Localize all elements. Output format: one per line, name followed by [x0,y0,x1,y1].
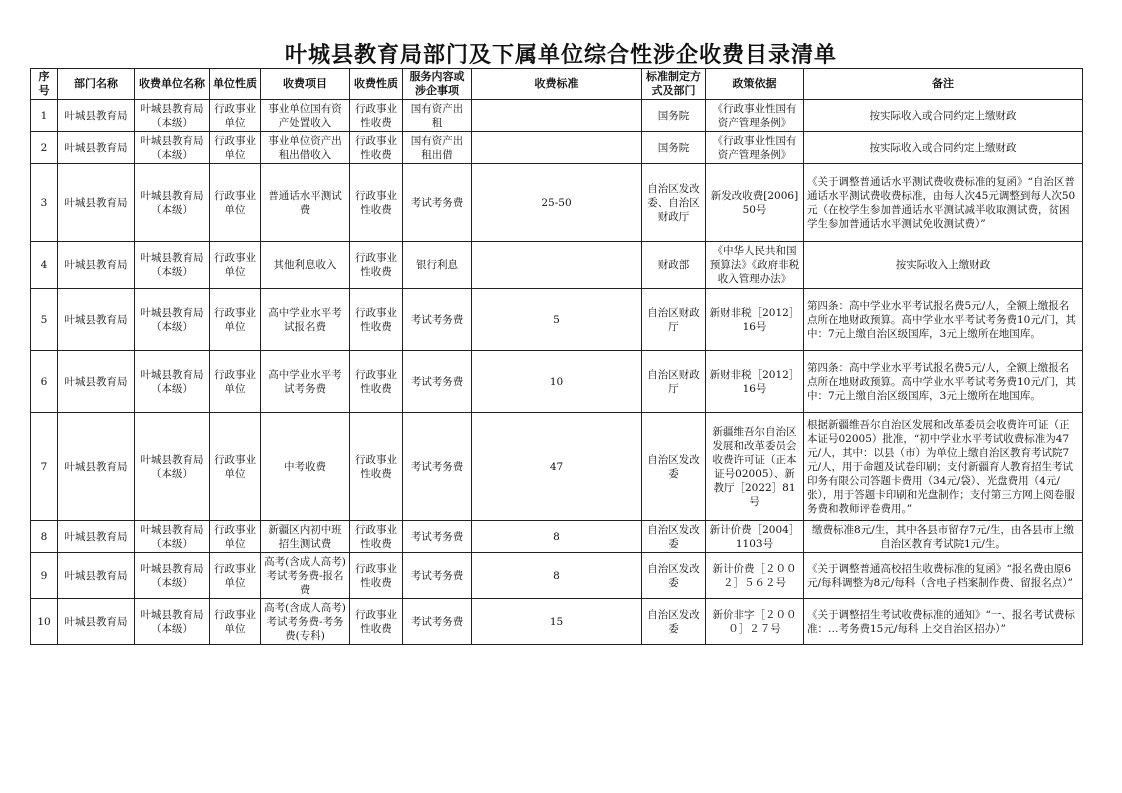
cell-fee-nature: 行政事业性收费 [350,351,403,413]
cell-seq: 5 [31,289,58,351]
cell-unit-type: 行政事业单位 [210,100,261,132]
cell-unit-type: 行政事业单位 [210,521,261,553]
cell-seq: 2 [31,132,58,164]
cell-fee-item: 普通话水平测试费 [261,164,350,242]
cell-policy: 《中华人民共和国预算法》《政府非税收入管理办法》 [706,242,804,289]
table-row [31,242,1083,289]
cell-unit-type: 行政事业单位 [210,242,261,289]
cell-policy: 新发改收费[2006]50号 [706,164,804,242]
cell-service: 国有资产出租 [403,100,472,132]
cell-fee-item: 中考收费 [261,413,350,521]
cell-unit: 叶城县教育局（本级） [135,132,210,164]
cell-service: 考试考务费 [403,553,472,599]
cell-fee-item: 事业单位国有资产处置收入 [261,100,350,132]
cell-remark: 缴费标准8元/生，其中各县市留存7元/生，由各县市上缴自治区教育考试院1元/生。 [804,521,1083,553]
cell-fee-nature: 行政事业性收费 [350,521,403,553]
cell-authority: 自治区发改委 [642,553,706,599]
cell-department: 叶城县教育局 [58,132,135,164]
cell-fee-item: 高考(含成人高考)考试考务费-报名费 [261,553,350,599]
cell-fee-nature: 行政事业性收费 [350,599,403,645]
cell-unit-type: 行政事业单位 [210,132,261,164]
cell-unit-type: 行政事业单位 [210,553,261,599]
cell-department: 叶城县教育局 [58,289,135,351]
table-row [31,521,1083,553]
cell-unit: 叶城县教育局（本级） [135,164,210,242]
column-header: 政策依据 [706,69,804,100]
cell-unit-type: 行政事业单位 [210,289,261,351]
cell-remark: 《关于调整普通话水平测试费收费标准的复函》“自治区普通话水平测试费收费标准，由每人次45元调整到每人次50元（在校学生参加普通话水平测试减半收取测试费，贫困学生参加普通话水平测试免收测试费）” [804,164,1083,242]
cell-seq: 7 [31,413,58,521]
cell-service: 银行利息 [403,242,472,289]
cell-department: 叶城县教育局 [58,351,135,413]
cell-standard: 25-50 [472,164,642,242]
cell-standard: 5 [472,289,642,351]
cell-fee-item: 新疆区内初中班招生测试费 [261,521,350,553]
cell-fee-nature: 行政事业性收费 [350,413,403,521]
cell-seq: 6 [31,351,58,413]
cell-remark: 按实际收入上缴财政 [804,242,1083,289]
cell-policy: 新计价费［2004］1103号 [706,521,804,553]
cell-remark: 第四条：高中学业水平考试报名费5元/人，全额上缴报名点所在地财政预算。高中学业水平考试考务费10元/门，其中：7元上缴自治区级国库，3元上缴所在地国库。 [804,289,1083,351]
cell-remark: 《关于调整招生考试收费标准的通知》“一、报名考试费标准：…考务费15元/每科 上交自治区招办）” [804,599,1083,645]
cell-authority: 自治区发改委 [642,413,706,521]
cell-seq: 8 [31,521,58,553]
cell-authority: 财政部 [642,242,706,289]
cell-policy: 新计价费［２００２］５６２号 [706,553,804,599]
cell-authority: 自治区发改委 [642,521,706,553]
cell-fee-nature: 行政事业性收费 [350,164,403,242]
table-row [31,351,1083,413]
column-header: 收费标准 [472,69,642,100]
cell-authority: 国务院 [642,100,706,132]
column-header: 标准制定方式及部门 [642,69,706,100]
cell-seq: 10 [31,599,58,645]
cell-seq: 9 [31,553,58,599]
cell-service: 考试考务费 [403,521,472,553]
column-header: 单位性质 [210,69,261,100]
table-row [31,100,1083,132]
cell-fee-item: 高中学业水平考试考务费 [261,351,350,413]
cell-standard [472,132,642,164]
cell-policy: 《行政事业性国有资产管理条例》 [706,100,804,132]
cell-unit-type: 行政事业单位 [210,413,261,521]
cell-unit-type: 行政事业单位 [210,599,261,645]
cell-seq: 1 [31,100,58,132]
cell-fee-nature: 行政事业性收费 [350,132,403,164]
cell-department: 叶城县教育局 [58,599,135,645]
cell-service: 考试考务费 [403,164,472,242]
cell-authority: 自治区发改委 [642,599,706,645]
cell-service: 考试考务费 [403,599,472,645]
cell-standard: 10 [472,351,642,413]
cell-unit-type: 行政事业单位 [210,351,261,413]
cell-department: 叶城县教育局 [58,521,135,553]
cell-department: 叶城县教育局 [58,164,135,242]
cell-service: 考试考务费 [403,289,472,351]
cell-remark: 第四条：高中学业水平考试报名费5元/人，全额上缴报名点所在地财政预算。高中学业水平考试考务费10元/门，其中：7元上缴自治区级国库，3元上缴所在地国库。 [804,351,1083,413]
table-row [31,164,1083,242]
cell-authority: 自治区发改委、自治区财政厅 [642,164,706,242]
cell-fee-nature: 行政事业性收费 [350,553,403,599]
cell-fee-item: 高中学业水平考试报名费 [261,289,350,351]
cell-unit: 叶城县教育局（本级） [135,289,210,351]
cell-service: 考试考务费 [403,413,472,521]
cell-fee-nature: 行政事业性收费 [350,242,403,289]
cell-unit-type: 行政事业单位 [210,164,261,242]
column-header: 备注 [804,69,1083,100]
cell-department: 叶城县教育局 [58,413,135,521]
table-row [31,289,1083,351]
cell-unit: 叶城县教育局（本级） [135,242,210,289]
table-row [31,413,1083,521]
cell-policy: 新财非税［2012］16号 [706,289,804,351]
cell-unit: 叶城县教育局（本级） [135,521,210,553]
cell-standard: 8 [472,553,642,599]
cell-fee-item: 高考(含成人高考)考试考务费-考务费(专科) [261,599,350,645]
cell-standard [472,100,642,132]
cell-unit: 叶城县教育局（本级） [135,413,210,521]
fee-catalog-table [30,68,1083,645]
table-row [31,553,1083,599]
cell-remark: 按实际收入或合同约定上缴财政 [804,132,1083,164]
cell-policy: 《行政事业性国有资产管理条例》 [706,132,804,164]
cell-fee-nature: 行政事业性收费 [350,100,403,132]
column-header: 序号 [31,69,58,100]
cell-department: 叶城县教育局 [58,100,135,132]
cell-unit: 叶城县教育局（本级） [135,100,210,132]
cell-fee-nature: 行政事业性收费 [350,289,403,351]
cell-unit: 叶城县教育局（本级） [135,351,210,413]
cell-standard: 15 [472,599,642,645]
column-header: 收费性质 [350,69,403,100]
cell-seq: 3 [31,164,58,242]
cell-service: 国有资产出租出借 [403,132,472,164]
cell-authority: 自治区财政厅 [642,289,706,351]
table-row [31,599,1083,645]
cell-remark: 按实际收入或合同约定上缴财政 [804,100,1083,132]
cell-policy: 新价非字［２０００］２７号 [706,599,804,645]
cell-department: 叶城县教育局 [58,242,135,289]
cell-standard [472,242,642,289]
table-header-row [31,69,1083,100]
cell-department: 叶城县教育局 [58,553,135,599]
cell-standard: 8 [472,521,642,553]
page-title: 叶城县教育局部门及下属单位综合性涉企收费目录清单 [284,43,837,68]
cell-unit: 叶城县教育局（本级） [135,553,210,599]
cell-standard: 47 [472,413,642,521]
cell-authority: 国务院 [642,132,706,164]
cell-policy: 新疆维吾尔自治区发展和改革委员会收费许可证（正本证号02005）、新教厅［2022］81号 [706,413,804,521]
column-header: 部门名称 [58,69,135,100]
cell-remark: 《关于调整普通高校招生收费标准的复函》“报名费由原6元/每科调整为8元/每科（含电子档案制作费、留报名点）” [804,553,1083,599]
column-header: 收费单位名称 [135,69,210,100]
cell-service: 考试考务费 [403,351,472,413]
cell-policy: 新财非税［2012］16号 [706,351,804,413]
cell-authority: 自治区财政厅 [642,351,706,413]
cell-unit: 叶城县教育局（本级） [135,599,210,645]
cell-fee-item: 事业单位资产出租出借收入 [261,132,350,164]
column-header: 服务内容或涉企事项 [403,69,472,100]
cell-remark: 根据新疆维吾尔自治区发展和改革委员会收费许可证（正本证号02005）批准，“初中学业水平考试收费标准为47元/人，其中：以县（市）为单位上缴自治区教育考试院7元/人，用于命题及试卷印刷；支付新疆育人教育招生考试印务有限公司答题卡费用（34元/袋）、光盘费用（4元/张），用于答题卡印刷和光盘制作；支付第三方网上阅卷服务费和教师评卷费用。” [804,413,1083,521]
cell-fee-item: 其他利息收入 [261,242,350,289]
table-row [31,132,1083,164]
cell-seq: 4 [31,242,58,289]
column-header: 收费项目 [261,69,350,100]
